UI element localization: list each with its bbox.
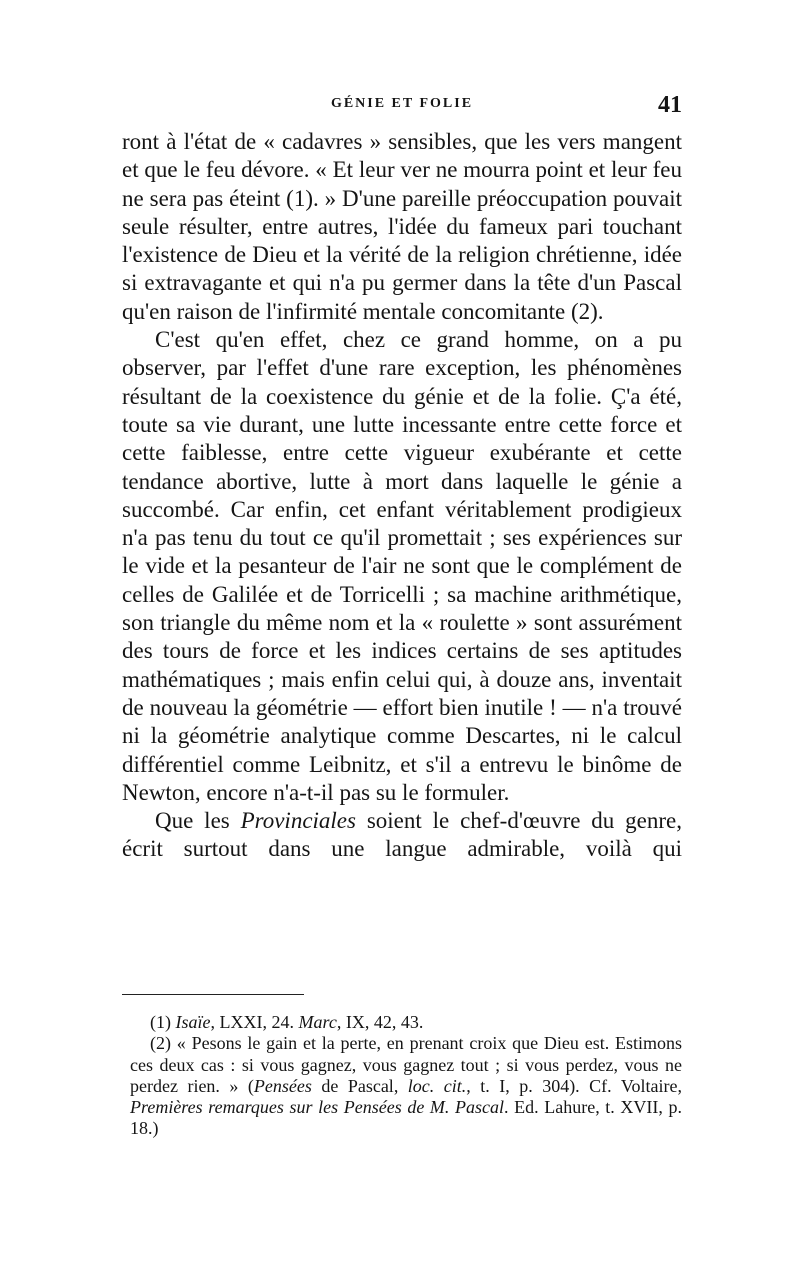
footnote-1-ref-b: , IX, 42, 43. (336, 1012, 424, 1032)
footnote-2-pensees: Pensées (253, 1075, 312, 1096)
footnote-2-text-a: de Pascal, (311, 1075, 408, 1096)
page-number: 41 (658, 92, 682, 118)
footnote-2-text-c: . Ed. Lahure, t. XVII, p. 18.) (130, 1097, 683, 1139)
paragraph-3-start: Que les (155, 808, 241, 834)
footnote-2-quote: « Pesons le gain et la perte, en prenant croix que Dieu est. Estimons ces deux cas : si vous gagnez, vous gagnez tout ; si vous perdez, vous ne perdez rien. » ( (130, 1033, 682, 1096)
paragraph-3 (122, 807, 682, 864)
footnotes (130, 1012, 682, 1140)
footnote-1-ref-a: , LXXI, 24. (210, 1012, 299, 1032)
footnote-2-loc-cit: loc. cit. (407, 1075, 467, 1096)
paragraph-1: ront à l'état de « cadavres » sensibles, que les vers mangent et que le feu dévore. « Et leur ver ne mourra point et leur feu ne sera pas éteint (1). » D'une pareille préoccupation pouvait seule résulter, entre autres, l'idée du fameux pari touchant l'existence de Dieu et la vérité de la religion chrétienne, idée si extravagante et qui n'a pu germer dans la tête d'un Pascal qu'en raison de l'infirmité mentale concomitante (2). (122, 129, 682, 324)
paragraph-2: C'est qu'en effet, chez ce grand homme, on a pu observer, par l'effet d'une rare exception, les phénomènes résultant de la coexistence du génie et de la folie. Ç'a été, toute sa vie durant, une lutte incessante entre cette force et cette faiblesse, entre cette vigueur exubérante et cette tendance abortive, lutte à mort dans laquelle le génie a succombé. Car enfin, cet enfant véritablement prodigieux n'a pas tenu du tout ce qu'il promettait ; ses expériences sur le vide et la pesanteur de l'air ne sont que le complément de celles de Galilée et de Torricelli ; sa machine arithmétique, son triangle du même nom et la « roulette » sont assurément des tours de force et les indices certains de ses aptitudes mathématiques ; mais enfin celui qui, à douze ans, inventait de nouveau la géométrie — effort bien inutile ! — n'a trouvé ni la géométrie analytique comme Descartes, ni le calcul différentiel comme Leibnitz, et s'il a entrevu le binôme de Newton, encore n'a-t-il pas su le formuler. (122, 327, 682, 805)
footnote-1 (130, 1012, 682, 1033)
footnote-2-voltaire-title: Premières remarques sur les Pensées de M. Pascal (130, 1097, 505, 1118)
footnote-2 (130, 1033, 682, 1139)
page-header (122, 92, 682, 122)
footnote-2-text-b: , t. I, p. 304). Cf. Voltaire, (466, 1075, 682, 1096)
paragraph-3-title: Provinciales (240, 808, 356, 834)
footnote-2-number: (2) (150, 1033, 171, 1054)
paragraph-3-end: soient le chef-d'œuvre du genre, écrit surtout dans une langue admirable, voilà qui (122, 808, 682, 862)
body-text (122, 128, 682, 864)
footnote-rule (122, 994, 304, 995)
running-title: GÉNIE ET FOLIE (330, 96, 474, 111)
footnote-1-number: (1) (150, 1012, 171, 1032)
footnote-1-isaiah: Isaïe (175, 1012, 211, 1032)
footnote-1-mark: Marc (298, 1012, 337, 1032)
